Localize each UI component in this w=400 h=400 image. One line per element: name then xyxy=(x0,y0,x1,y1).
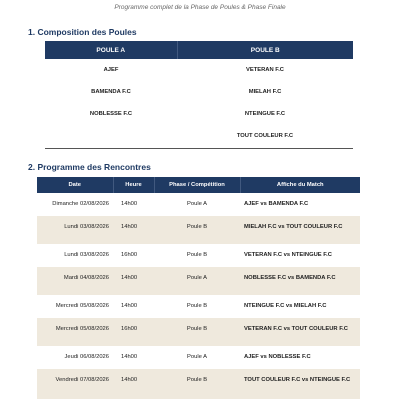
match-fixture: AJEF vs BAMENDA F.C xyxy=(244,201,309,207)
match-date: Dimanche 02/08/2026 xyxy=(52,201,109,207)
pool-a-team: BAMENDA F.C xyxy=(91,89,131,95)
match-row xyxy=(37,346,360,369)
match-fixture: VETERAN F.C vs TOUT COULEUR F.C xyxy=(240,318,360,346)
match-fixture: TOUT COULEUR F.C vs NTEINGUE F.C xyxy=(240,369,360,399)
match-date: Mercredi 05/08/2026 xyxy=(37,318,113,346)
match-fixture: MIELAH F.C vs TOUT COULEUR F.C xyxy=(240,216,360,244)
match-date: Jeudi 06/08/2026 xyxy=(64,354,109,360)
match-phase: Poule A xyxy=(154,267,240,295)
match-phase: Poule B xyxy=(186,303,208,309)
match-hour: 14h00 xyxy=(121,201,138,207)
pools-table xyxy=(45,41,353,147)
matches-header-date: Date xyxy=(37,177,113,193)
match-phase: Poule A xyxy=(187,354,207,360)
match-hour: 14h00 xyxy=(113,369,154,399)
pool-b-team: VETERAN F.C xyxy=(245,67,284,73)
match-phase: Poule B xyxy=(186,252,208,258)
pool-a-team: AJEF xyxy=(103,67,119,73)
match-row xyxy=(37,318,360,346)
pool-b-team: TOUT COULEUR F.C xyxy=(236,133,294,139)
match-row xyxy=(37,267,360,295)
match-hour: 14h00 xyxy=(113,216,154,244)
match-date: Mardi 04/08/2026 xyxy=(37,267,113,295)
match-row xyxy=(37,216,360,244)
match-fixture: AJEF vs NOBLESSE F.C xyxy=(244,354,311,360)
pool-b-team: MIELAH F.C xyxy=(248,89,282,95)
match-date: Lundi 03/08/2026 xyxy=(37,216,113,244)
match-phase: Poule B xyxy=(154,318,240,346)
match-hour: 14h00 xyxy=(113,267,154,295)
match-date: Mercredi 05/08/2026 xyxy=(55,303,109,309)
match-row xyxy=(37,244,360,267)
matches-table xyxy=(37,177,360,399)
match-hour: 14h00 xyxy=(121,354,138,360)
match-date: Vendredi 07/08/2026 xyxy=(37,369,113,399)
pools-row xyxy=(45,125,353,147)
section-title-pools: 1. Composition des Poules xyxy=(28,27,137,37)
match-phase: Poule B xyxy=(154,369,240,399)
document-subtitle: Programme complet de la Phase de Poules & Phase Finale xyxy=(114,4,286,11)
match-row xyxy=(37,295,360,318)
pools-row xyxy=(45,59,353,81)
pool-b-team: NTEINGUE F.C xyxy=(244,111,286,117)
pool-a-team xyxy=(45,125,177,147)
pools-row xyxy=(45,81,353,103)
pool-a-team: NOBLESSE F.C xyxy=(89,111,133,117)
match-phase: Poule A xyxy=(187,201,207,207)
match-fixture: VETERAN F.C vs NTEINGUE F.C xyxy=(244,252,332,258)
matches-header-match: Affiche du Match xyxy=(240,177,360,193)
match-fixture: NTEINGUE F.C vs MIELAH F.C xyxy=(244,303,327,309)
matches-header-phase: Phase / Compétition xyxy=(154,177,240,193)
match-hour: 16h00 xyxy=(113,318,154,346)
match-row xyxy=(37,369,360,399)
pools-header-a: POULE A xyxy=(45,41,177,59)
match-hour: 16h00 xyxy=(121,252,138,258)
pools-header-row xyxy=(45,41,353,59)
section-title-matches: 2. Programme des Rencontres xyxy=(28,162,151,172)
matches-header-row xyxy=(37,177,360,193)
match-row xyxy=(37,193,360,216)
matches-header-hour: Heure xyxy=(113,177,154,193)
pools-row xyxy=(45,103,353,125)
match-phase: Poule B xyxy=(154,216,240,244)
match-date: Lundi 03/08/2026 xyxy=(64,252,109,258)
match-hour: 14h00 xyxy=(121,303,138,309)
match-fixture: NOBLESSE F.C vs BAMENDA F.C xyxy=(240,267,360,295)
pools-header-b: POULE B xyxy=(177,41,353,59)
pools-divider xyxy=(45,148,353,149)
